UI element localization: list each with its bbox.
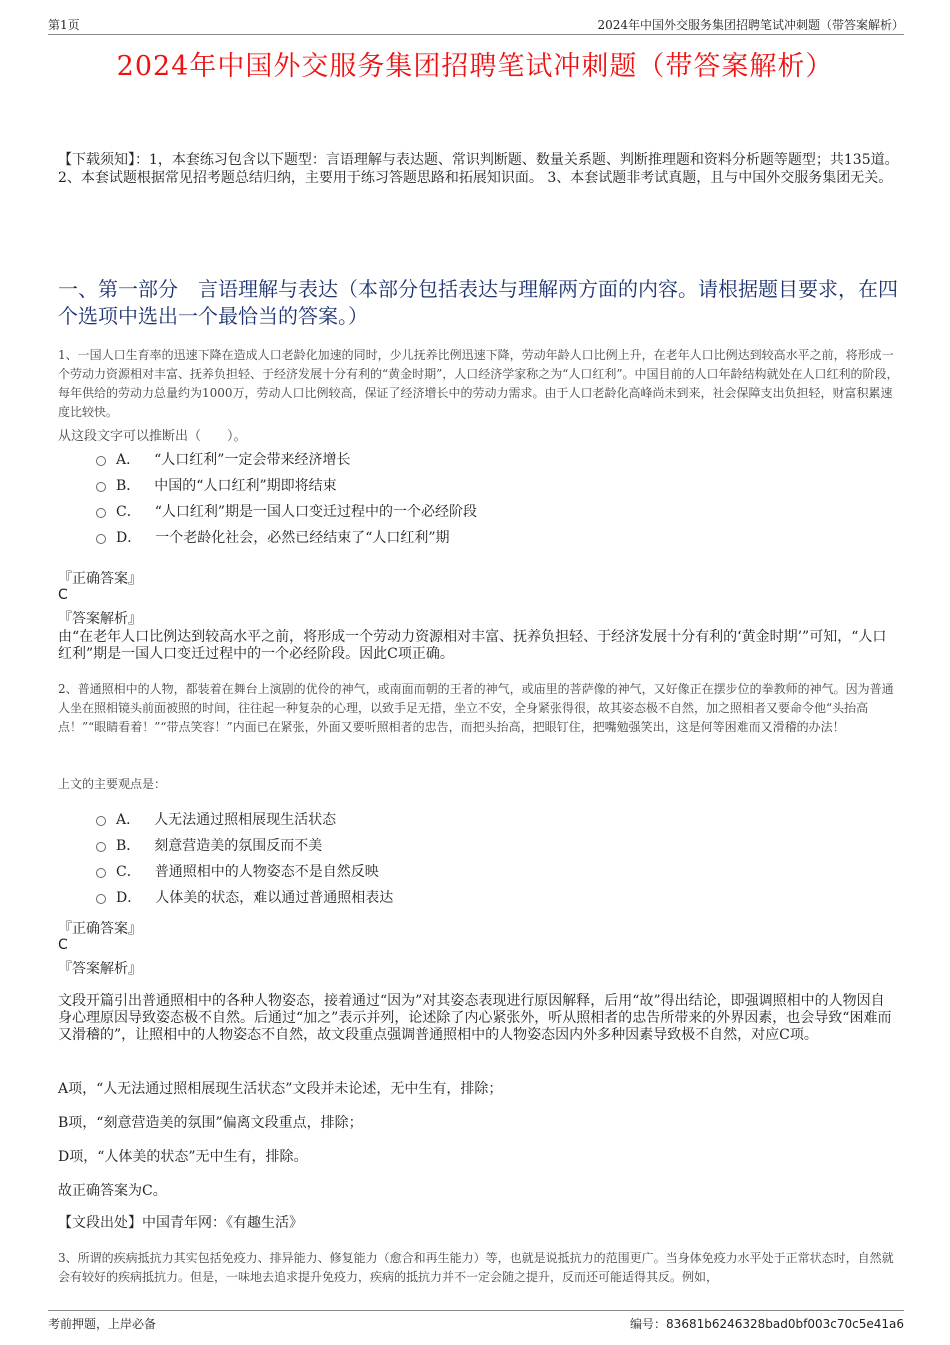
- option-c[interactable]: C． “人口红利”期是一国人口变迁过程中的一个必经阶段: [96, 498, 876, 524]
- radio-icon[interactable]: [96, 482, 106, 492]
- question-1-options: [96, 446, 876, 550]
- question-1-stem: 1、一国人口生育率的迅速下降在造成人口老龄化加速的同时，少儿抚养比例迅速下降，劳动年龄人口比例上升，在老年人口比例达到较高水平之前，将形成一个劳动力资源相对丰富、抚养负担轻、于经济发展十分有利的“黄金时期”，人口经济学家称之为“人口红利”。中国目前的人口年龄结构就处在人口红利的阶段，每年供给的劳动力总量约为1000万，劳动人口比例较高，保证了经济增长中的劳动力需求。由于人口老龄化高峰尚未到来，社会保障支出负担轻，财富积累速度比较快。: [58, 348, 899, 419]
- radio-icon[interactable]: [96, 456, 106, 466]
- footer-slogan: 考前押题，上岸必备: [48, 1317, 157, 1331]
- question-1-prompt: 从这段文字可以推断出（ ）。: [58, 429, 247, 444]
- radio-icon[interactable]: [96, 842, 106, 852]
- option-b[interactable]: B． 刻意营造美的氛围反而不美: [96, 832, 876, 858]
- source-citation: 【文段出处】中国青年网：《有趣生活》: [58, 1215, 303, 1231]
- page-number: 第1页: [48, 18, 80, 32]
- analysis-note-a: A项，“人无法通过照相展现生活状态”文段并未论述，无中生有，排除；: [58, 1081, 503, 1097]
- option-a[interactable]: A． 人无法通过照相展现生活状态: [96, 806, 876, 832]
- radio-icon[interactable]: [96, 816, 106, 826]
- question-2-prompt: 上文的主要观点是：: [58, 777, 167, 791]
- answer-label: 『正确答案』: [58, 921, 142, 937]
- question-1-analysis: 由“在老年人口比例达到较高水平之前，将形成一个劳动力资源相对丰富、抚养负担轻、于经济发展十分有利的‘黄金时期’”可知，“人口红利”期是一国人口变迁过程中的一个必经阶段。因此C项正确。: [58, 629, 887, 662]
- option-d[interactable]: D． 人体美的状态，难以通过普通照相表达: [96, 884, 876, 910]
- option-b[interactable]: B． 中国的“人口红利”期即将结束: [96, 472, 876, 498]
- question-3-stem: 3、所谓的疾病抵抗力其实包括免疫力、排异能力、修复能力（愈合和再生能力）等，也就是说抵抗力的范围更广。当身体免疫力水平处于正常状态时，自然就会有较好的疾病抵抗力。但是，一味地去追求提升免疫力，疾病的抵抗力并不一定会随之提升，反而还可能适得其反。例如，: [58, 1251, 894, 1284]
- section-heading: 一、第一部分 言语理解与表达（本部分包括表达与理解两方面的内容。请根据题目要求，在四个选项中选出一个最恰当的答案。）: [58, 277, 898, 328]
- analysis-conclusion: 故正确答案为C。: [58, 1183, 167, 1199]
- document-title: 2024年中国外交服务集团招聘笔试冲刺题（带答案解析）: [116, 51, 834, 82]
- analysis-label: 『答案解析』: [58, 611, 142, 627]
- download-notice: 【下载须知】：1，本套练习包含以下题型：言语理解与表达题、常识判断题、数量关系题、判断推理题和资料分析题等题型；共135道。 2、本套试题根据常见招考题总结归纳，主要用于练习答题思路和拓展知识面。 3、本套试题非考试真题，且与中国外交服务集团无关。: [58, 152, 899, 186]
- question-2-stem: 2、普通照相中的人物，都装着在舞台上演剧的优伶的神气，或南面而朝的王者的神气，或庙里的菩萨像的神气，又好像正在摆步位的拳教师的神气。因为普通人坐在照相镜头前面被照的时间，往往起一种复杂的心理，以致手足无措，坐立不安，全身紧张得很，故其姿态极不自然，加之照相者又要命令他“头抬高点！”“眼睛看着！”“带点笑容！”内面已在紧张，外面又要听照相者的忠告，而把头抬高，把眼钉住，把嘴勉强笑出，这是何等困难而又滑稽的办法！: [58, 682, 894, 734]
- page-footer: [48, 1310, 904, 1331]
- radio-icon[interactable]: [96, 534, 106, 544]
- header-doc-title: 2024年中国外交服务集团招聘笔试冲刺题（带答案解析）: [597, 18, 904, 32]
- radio-icon[interactable]: [96, 508, 106, 518]
- analysis-label: 『答案解析』: [58, 961, 142, 977]
- analysis-note-d: D项，“人体美的状态”无中生有，排除。: [58, 1149, 308, 1165]
- answer-value: C: [58, 937, 68, 953]
- page-header: [48, 14, 904, 35]
- analysis-note-b: B项，“刻意营造美的氛围”偏离文段重点，排除；: [58, 1115, 363, 1131]
- radio-icon[interactable]: [96, 868, 106, 878]
- document-code: 编号：83681b6246328bad0bf003c70c5e41a6: [630, 1317, 904, 1331]
- option-a[interactable]: A． “人口红利”一定会带来经济增长: [96, 446, 876, 472]
- radio-icon[interactable]: [96, 894, 106, 904]
- answer-value: C: [58, 587, 68, 603]
- question-2-options: [96, 806, 876, 910]
- question-2-analysis: 文段开篇引出普通照相中的各种人物姿态，接着通过“因为”对其姿态表现进行原因解释，后用“故”得出结论，即强调照相中的人物因自身心理原因导致姿态极不自然。后通过“加之”表示并列，论述除了内心紧张外，听从照相者的忠告所带来的外界因素，也会导致“困难而又滑稽的”，让照相中的人物姿态不自然，故文段重点强调普通照相中的人物姿态因内外多种因素导致极不自然，对应C项。: [58, 993, 892, 1043]
- answer-label: 『正确答案』: [58, 571, 142, 587]
- option-c[interactable]: C． 普通照相中的人物姿态不是自然反映: [96, 858, 876, 884]
- option-d[interactable]: D． 一个老龄化社会，必然已经结束了“人口红利”期: [96, 524, 876, 550]
